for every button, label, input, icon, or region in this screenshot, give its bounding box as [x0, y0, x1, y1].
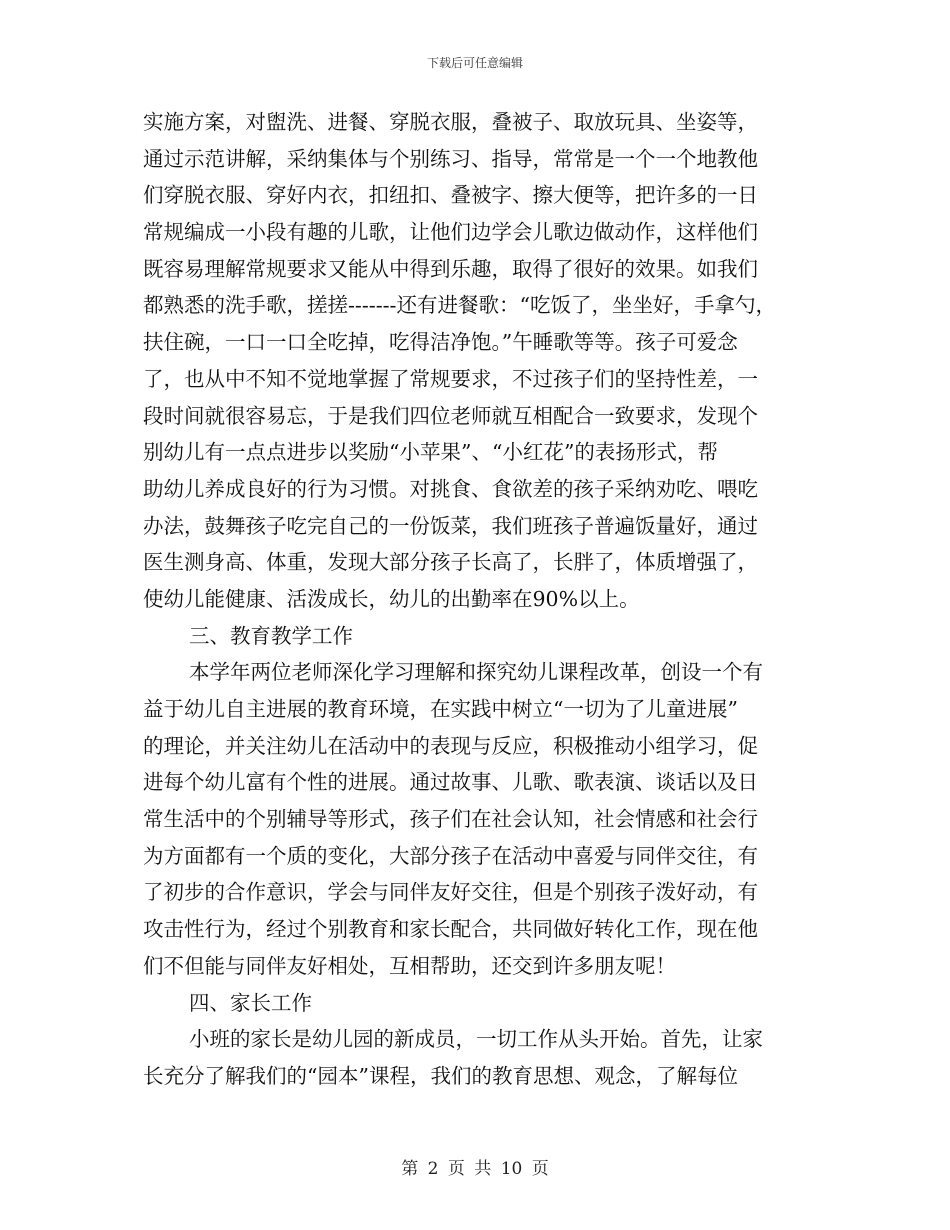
text-line: 办法，鼓舞孩子吃完自己的一份饭菜，我们班孩子普遍饭量好，通过 [143, 513, 758, 538]
text-line: 别幼儿有一点点进步以奖励“小苹果”、“小红花”的表扬形式，帮 [143, 440, 718, 465]
text-line: 既容易理解常规要求又能从中得到乐趣，取得了很好的效果。如我们 [143, 256, 758, 281]
document-body [143, 104, 808, 1095]
text-line: 了，也从中不知不觉地掌握了常规要求，不过孩子们的坚持性差，一 [143, 366, 758, 391]
text-line: 扶住碗，一口一口全吃掉，吃得洁净饱。”午睡歌等等。孩子可爱念 [143, 330, 738, 355]
text-line: 攻击性行为，经过个别教育和家长配合，共同做好转化工作，现在他 [143, 917, 758, 942]
text-line: 常生活中的个别辅导等形式，孩子们在社会认知，社会情感和社会行 [143, 807, 758, 832]
text-line: 本学年两位老师深化学习理解和探究幼儿课程改革，创设一个有 [189, 660, 763, 685]
text-line: 了初步的合作意识，学会与同伴友好交往，但是个别孩子泼好动，有 [143, 880, 758, 905]
text-line: 常规编成一小段有趣的儿歌，让他们边学会儿歌边做动作，这样他们 [143, 220, 758, 245]
page-header: 下载后可任意编辑 [426, 56, 523, 70]
text-line: 段时间就很容易忘，于是我们四位老师就互相配合一致要求，发现个 [143, 403, 758, 428]
text-line: 三、教育教学工作 [189, 623, 353, 648]
text-line: 长充分了解我们的“园本”课程，我们的教育思想、观念，了解每位 [143, 1063, 738, 1088]
text-line: 通过示范讲解，采纳集体与个别练习、指导，常常是一个一个地教他 [143, 146, 758, 171]
text-line: 的理论，并关注幼儿在活动中的表现与反应，积极推动小组学习，促 [143, 733, 758, 758]
text-line: 进每个幼儿富有个性的进展。通过故事、儿歌、歌表演、谈话以及日 [143, 770, 758, 795]
text-line: 们穿脱衣服、穿好内衣，扣纽扣、叠被字、擦大便等，把许多的一日 [143, 183, 758, 208]
text-line: 实施方案，对盥洗、进餐、穿脱衣服，叠被子、取放玩具、坐姿等， [143, 110, 758, 134]
page-footer: 第 2 页 共 10 页 [401, 1159, 549, 1179]
text-line: 四、家长工作 [189, 990, 312, 1015]
text-line: 使幼儿能健康、活泼成长，幼儿的出勤率在90%以上。 [143, 586, 640, 611]
text-line: 都熟悉的洗手歌，搓搓-------还有进餐歌：“吃饭了，坐坐好，手拿勺， [143, 293, 776, 318]
text-line: 医生测身高、体重，发现大部分孩子长高了，长胖了，体质增强了， [143, 550, 758, 575]
text-line: 为方面都有一个质的变化，大部分孩子在活动中喜爱与同伴交往，有 [143, 843, 758, 868]
text-line: 们不但能与同伴友好相处，互相帮助，还交到许多朋友呢！ [143, 953, 676, 978]
text-line: 益于幼儿自主进展的教育环境，在实践中树立“一切为了儿童进展” [143, 697, 738, 721]
text-line: 助幼儿养成良好的行为习惯。对挑食、食欲差的孩子采纳劝吃、喂吃 [143, 476, 758, 501]
text-line: 小班的家长是幼儿园的新成员，一切工作从头开始。首先，让家 [189, 1027, 763, 1052]
